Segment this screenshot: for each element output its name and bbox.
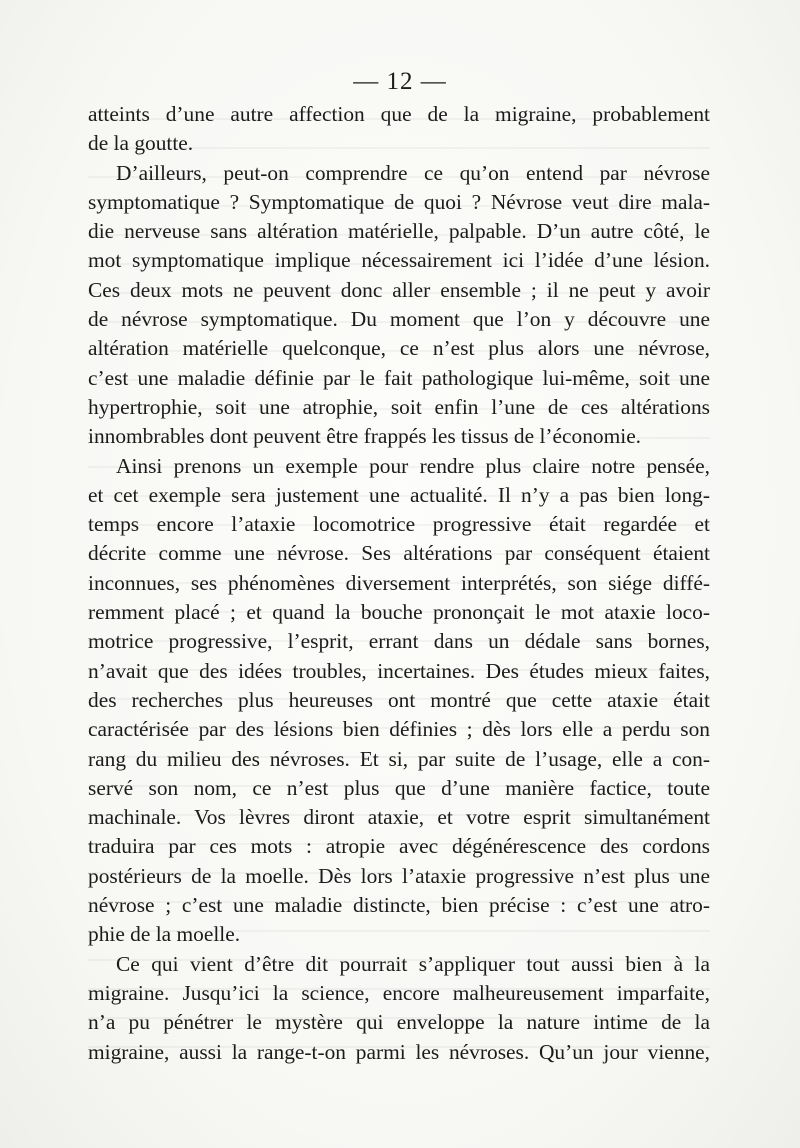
text-line: n’avait que des idées troubles, incertaines. Des études mieux faites, bbox=[88, 658, 710, 683]
page-number: — 12 — bbox=[353, 68, 447, 95]
text-line: migraine. Jusqu’ici la science, encore malheureusement imparfaite, bbox=[88, 980, 710, 1005]
paragraph bbox=[88, 452, 710, 950]
paragraph bbox=[88, 159, 710, 452]
text-line: et cet exemple sera justement une actualité. Il n’y a pas bien long- bbox=[88, 482, 710, 507]
text-line: hypertrophie, soit une atrophie, soit enfin l’une de ces altérations bbox=[88, 394, 710, 419]
text-line: névrose ; c’est une maladie distincte, bien précise : c’est une atro- bbox=[88, 893, 710, 918]
text-line: die nerveuse sans altération matérielle, palpable. D’un autre côté, le bbox=[88, 219, 710, 244]
text-line: symptomatique ? Symptomatique de quoi ? Névrose veut dire mala- bbox=[88, 189, 710, 214]
text-line: rang du milieu des névroses. Et si, par suite de l’usage, elle a con- bbox=[88, 746, 710, 771]
text-line: Ainsi prenons un exemple pour rendre plus claire notre pensée, bbox=[116, 453, 710, 478]
text-line: caractérisée par des lésions bien définies ; dès lors elle a perdu son bbox=[88, 717, 710, 742]
text-line: motrice progressive, l’esprit, errant dans un dédale sans bornes, bbox=[88, 629, 710, 654]
text-line: décrite comme une névrose. Ses altérations par conséquent étaient bbox=[88, 541, 710, 566]
text-line: traduira par ces mots : atropie avec dégénérescence des cordons bbox=[88, 834, 710, 859]
text-line: atteints d’une autre affection que de la migraine, probablement bbox=[88, 102, 710, 126]
text-line: n’a pu pénétrer le mystère qui enveloppe la nature intime de la bbox=[88, 1010, 710, 1035]
text-line: c’est une maladie définie par le fait pathologique lui-même, soit une bbox=[88, 365, 710, 390]
paragraph bbox=[88, 950, 710, 1067]
text-line: altération matérielle quelconque, ce n’est plus alors une névrose, bbox=[88, 336, 710, 361]
text-line: temps encore l’ataxie locomotrice progressive était regardée et bbox=[88, 512, 710, 537]
text-line: D’ailleurs, peut-on comprendre ce qu’on entend par névrose bbox=[116, 160, 710, 185]
text-line: postérieurs de la moelle. Dès lors l’ataxie progressive n’est plus une bbox=[88, 863, 710, 888]
paragraph bbox=[88, 100, 710, 159]
text-line: innombrables dont peuvent être frappés les tissus de l’économie. bbox=[88, 424, 642, 449]
text-line: machinale. Vos lèvres diront ataxie, et votre esprit simultanément bbox=[88, 805, 710, 830]
text-line: remment placé ; et quand la bouche prononçait le mot ataxie loco- bbox=[88, 600, 710, 625]
text-line: mot symptomatique implique nécessairement ici l’idée d’une lésion. bbox=[88, 248, 710, 273]
text-line: de la goutte. bbox=[88, 131, 194, 156]
text-line: migraine, aussi la range-t-on parmi les névroses. Qu’un jour vienne, bbox=[88, 1039, 710, 1064]
text-line: de névrose symptomatique. Du moment que l’on y découvre une bbox=[88, 307, 710, 332]
text-line: phie de la moelle. bbox=[88, 922, 241, 947]
text-line: Ces deux mots ne peuvent donc aller ensemble ; il ne peut y avoir bbox=[88, 277, 710, 302]
text-line: des recherches plus heureuses ont montré que cette ataxie était bbox=[88, 687, 710, 712]
body-text bbox=[88, 100, 710, 1067]
text-line: servé son nom, ce n’est plus que d’une manière factice, toute bbox=[88, 775, 710, 800]
text-line: inconnues, ses phénomènes diversement interprétés, son siége diffé- bbox=[88, 570, 710, 595]
text-line: Ce qui vient d’être dit pourrait s’appliquer tout aussi bien à la bbox=[116, 951, 710, 976]
